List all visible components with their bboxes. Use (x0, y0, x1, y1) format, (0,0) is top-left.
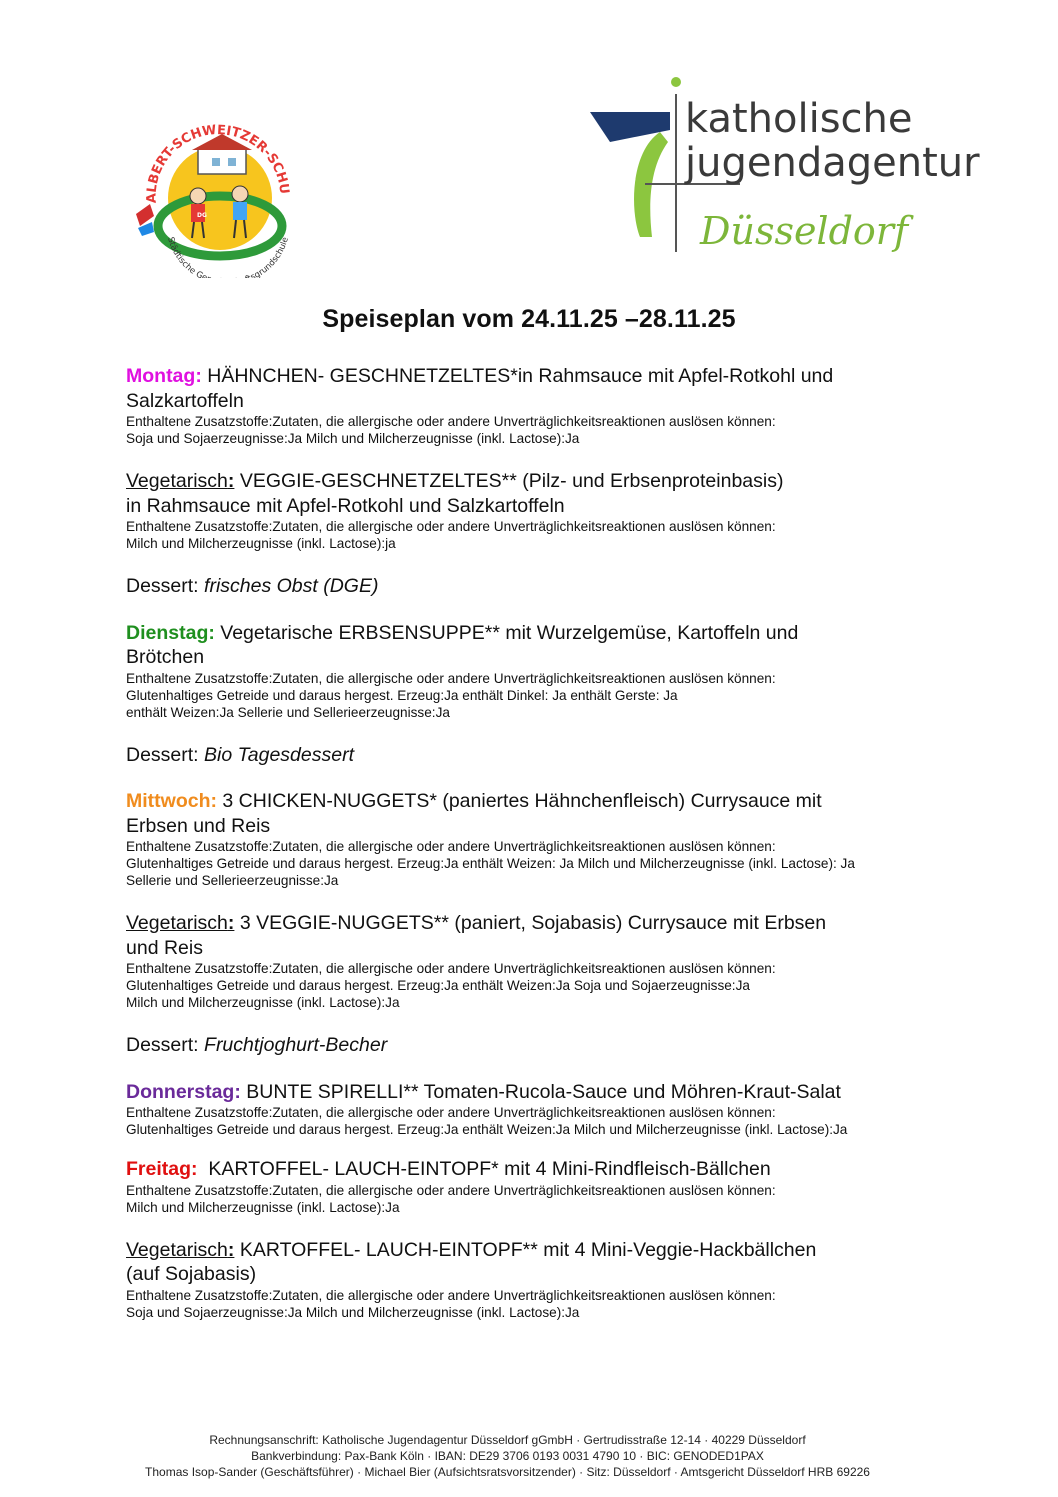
agency-city: Düsseldorf (700, 209, 909, 253)
menu-content (126, 364, 926, 1321)
page-title: Speiseplan vom 24.11.25 –28.11.25 (322, 305, 736, 333)
allergen-note: Soja und Sojaerzeugnisse:Ja Milch und Milcherzeugnisse (inkl. Lactose):Ja (126, 431, 580, 446)
dish-text: VEGGIE-GESCHNETZELTES** (Pilz- und Erbsenproteinbasis) (234, 470, 784, 492)
dish-text-cont: Brötchen (126, 646, 205, 668)
dessert-label: Dessert: (126, 575, 205, 597)
school-subtitle-arc: Städtische Ge sgrundschule (165, 235, 291, 278)
day-label-dienstag: Dienstag: (126, 621, 215, 644)
dessert-montag (126, 574, 926, 599)
vegetarian-label: Vegetarisch: (126, 1238, 235, 1261)
dish-text-cont: und Reis (126, 936, 203, 959)
dish-text-cont: (auf Sojabasis) (126, 1263, 257, 1285)
agency-name-line1: katholische (685, 96, 913, 142)
allergen-note: Enthaltene Zusatzstoffe:Zutaten, die allergische oder andere Unverträglichkeitsreaktionen auslösen können: (126, 839, 776, 854)
dish-text: 3 VEGGIE-NUGGETS** (paniert, Sojabasis) Currysauce mit Erbsen (234, 912, 827, 934)
allergen-note: Soja und Sojaerzeugnisse:Ja Milch und Milcherzeugnisse (inkl. Lactose):Ja (126, 1304, 580, 1320)
menu-entry-donnerstag (126, 1080, 926, 1139)
footer-address: Rechnungsanschrift: Katholische Jugendagentur Düsseldorf gGmbH · Gertrudisstraße 12-14 · 40229 Düsseldorf (209, 1433, 806, 1447)
allergen-note: Enthaltene Zusatzstoffe:Zutaten, die allergische oder andere Unverträglichkeitsreaktionen auslösen können: (126, 670, 776, 686)
dessert-value: frisches Obst (DGE) (204, 575, 379, 597)
dessert-dienstag (126, 743, 926, 768)
menu-entry-mittwoch (126, 789, 926, 889)
allergen-note: Milch und Milcherzeugnisse (inkl. Lactose):ja (126, 536, 396, 551)
footer-management: Thomas Isop-Sander (Geschäftsführer) · Michael Bier (Aufsichtsratsvorsitzender) · Sitz: Düsseldorf · Amtsgericht Düsseldorf HRB 69226 (145, 1465, 870, 1479)
dessert-label: Dessert: (126, 743, 205, 766)
day-label-mittwoch: Mittwoch: (126, 790, 217, 812)
school-logo (128, 98, 308, 278)
vegetarian-label: Vegetarisch: (126, 912, 235, 934)
agency-name-line2: jugendagentur (685, 140, 980, 186)
school-logo-badge: DG (197, 212, 207, 219)
dessert-label: Dessert: (126, 1034, 205, 1056)
allergen-note: Sellerie und Sellerieerzeugnisse:Ja (126, 873, 339, 888)
menu-entry-montag (126, 364, 926, 447)
dessert-mittwoch (126, 1033, 926, 1058)
menu-entry-freitag (126, 1157, 926, 1216)
day-label-freitag: Freitag: (126, 1158, 198, 1180)
dish-text: 3 CHICKEN-NUGGETS* (paniertes Hähnchenfleisch) Currysauce mit (216, 790, 822, 812)
school-logo-graphic (128, 98, 308, 278)
dish-text-cont: Salzkartoffeln (126, 389, 244, 412)
footer-bank: Bankverbindung: Pax-Bank Köln · IBAN: DE29 3706 0193 0031 4790 10 · BIC: GENODED1PAX (251, 1449, 764, 1463)
vegetarian-label: Vegetarisch: (126, 470, 235, 492)
allergen-note: Glutenhaltiges Getreide und daraus hergest. Erzeug:Ja enthält Weizen: Ja Milch und Milcherzeugnisse (inkl. Lactose): Ja (126, 856, 855, 871)
dish-text: BUNTE SPIRELLI** Tomaten-Rucola-Sauce und Möhren-Kraut-Salat (240, 1080, 841, 1103)
allergen-note: Milch und Milcherzeugnisse (inkl. Lactose):Ja (126, 1199, 400, 1215)
agency-logo (590, 72, 980, 262)
allergen-note: Glutenhaltiges Getreide und daraus hergest. Erzeug:Ja enthält Weizen:Ja Soja und Sojaerzeugnisse:Ja (126, 978, 750, 993)
dessert-value: Fruchtjoghurt-Becher (204, 1034, 388, 1056)
menu-entry-mittwoch-vegetarian (126, 911, 926, 1011)
allergen-note: Enthaltene Zusatzstoffe:Zutaten, die allergische oder andere Unverträglichkeitsreaktionen auslösen können: (126, 519, 776, 534)
allergen-note: Glutenhaltiges Getreide und daraus hergest. Erzeug:Ja enthält Weizen:Ja Milch und Milcherzeugnisse (inkl. Lactose):Ja (126, 1122, 848, 1137)
day-label-montag: Montag: (126, 365, 202, 387)
day-label-donnerstag: Donnerstag: (126, 1080, 241, 1103)
menu-entry-dienstag (126, 621, 926, 721)
allergen-note: Enthaltene Zusatzstoffe:Zutaten, die allergische oder andere Unverträglichkeitsreaktionen auslösen können: (126, 1287, 776, 1303)
dessert-value: Bio Tagesdessert (204, 743, 354, 766)
allergen-note: Milch und Milcherzeugnisse (inkl. Lactose):Ja (126, 995, 400, 1010)
allergen-note: enthält Weizen:Ja Sellerie und Sellerieerzeugnisse:Ja (126, 704, 450, 720)
allergen-note: Enthaltene Zusatzstoffe:Zutaten, die allergische oder andere Unverträglichkeitsreaktionen auslösen können: (126, 961, 776, 976)
allergen-note: Enthaltene Zusatzstoffe:Zutaten, die allergische oder andere Unverträglichkeitsreaktionen auslösen können: (126, 1182, 776, 1198)
dish-text: Vegetarische ERBSENSUPPE** mit Wurzelgemüse, Kartoffeln und (214, 621, 799, 644)
page-footer (0, 1432, 1015, 1480)
agency-logo-graphic (590, 72, 980, 262)
allergen-note: Enthaltene Zusatzstoffe:Zutaten, die allergische oder andere Unverträglichkeitsreaktionen auslösen können: (126, 1105, 776, 1120)
menu-entry-montag-vegetarian (126, 469, 926, 552)
dish-text-cont: Erbsen und Reis (126, 814, 271, 837)
allergen-note: Enthaltene Zusatzstoffe:Zutaten, die allergische oder andere Unverträglichkeitsreaktionen auslösen können: (126, 414, 776, 429)
dish-text-cont: in Rahmsauce mit Apfel-Rotkohl und Salzkartoffeln (126, 494, 565, 517)
dish-text: HÄHNCHEN- GESCHNETZELTES*in Rahmsauce mit Apfel-Rotkohl und (201, 365, 834, 387)
dish-text: KARTOFFEL- LAUCH-EINTOPF** mit 4 Mini-Veggie-Hackbällchen (234, 1238, 817, 1261)
allergen-note: Glutenhaltiges Getreide und daraus hergest. Erzeug:Ja enthält Dinkel: Ja enthält Gerste: Ja (126, 687, 678, 703)
dish-text: KARTOFFEL- LAUCH-EINTOPF* mit 4 Mini-Rindfleisch-Bällchen (197, 1158, 771, 1180)
school-name-arc: ALBERT-SCHWEITZER-SCHU (144, 122, 292, 204)
menu-entry-freitag-vegetarian (126, 1238, 926, 1321)
